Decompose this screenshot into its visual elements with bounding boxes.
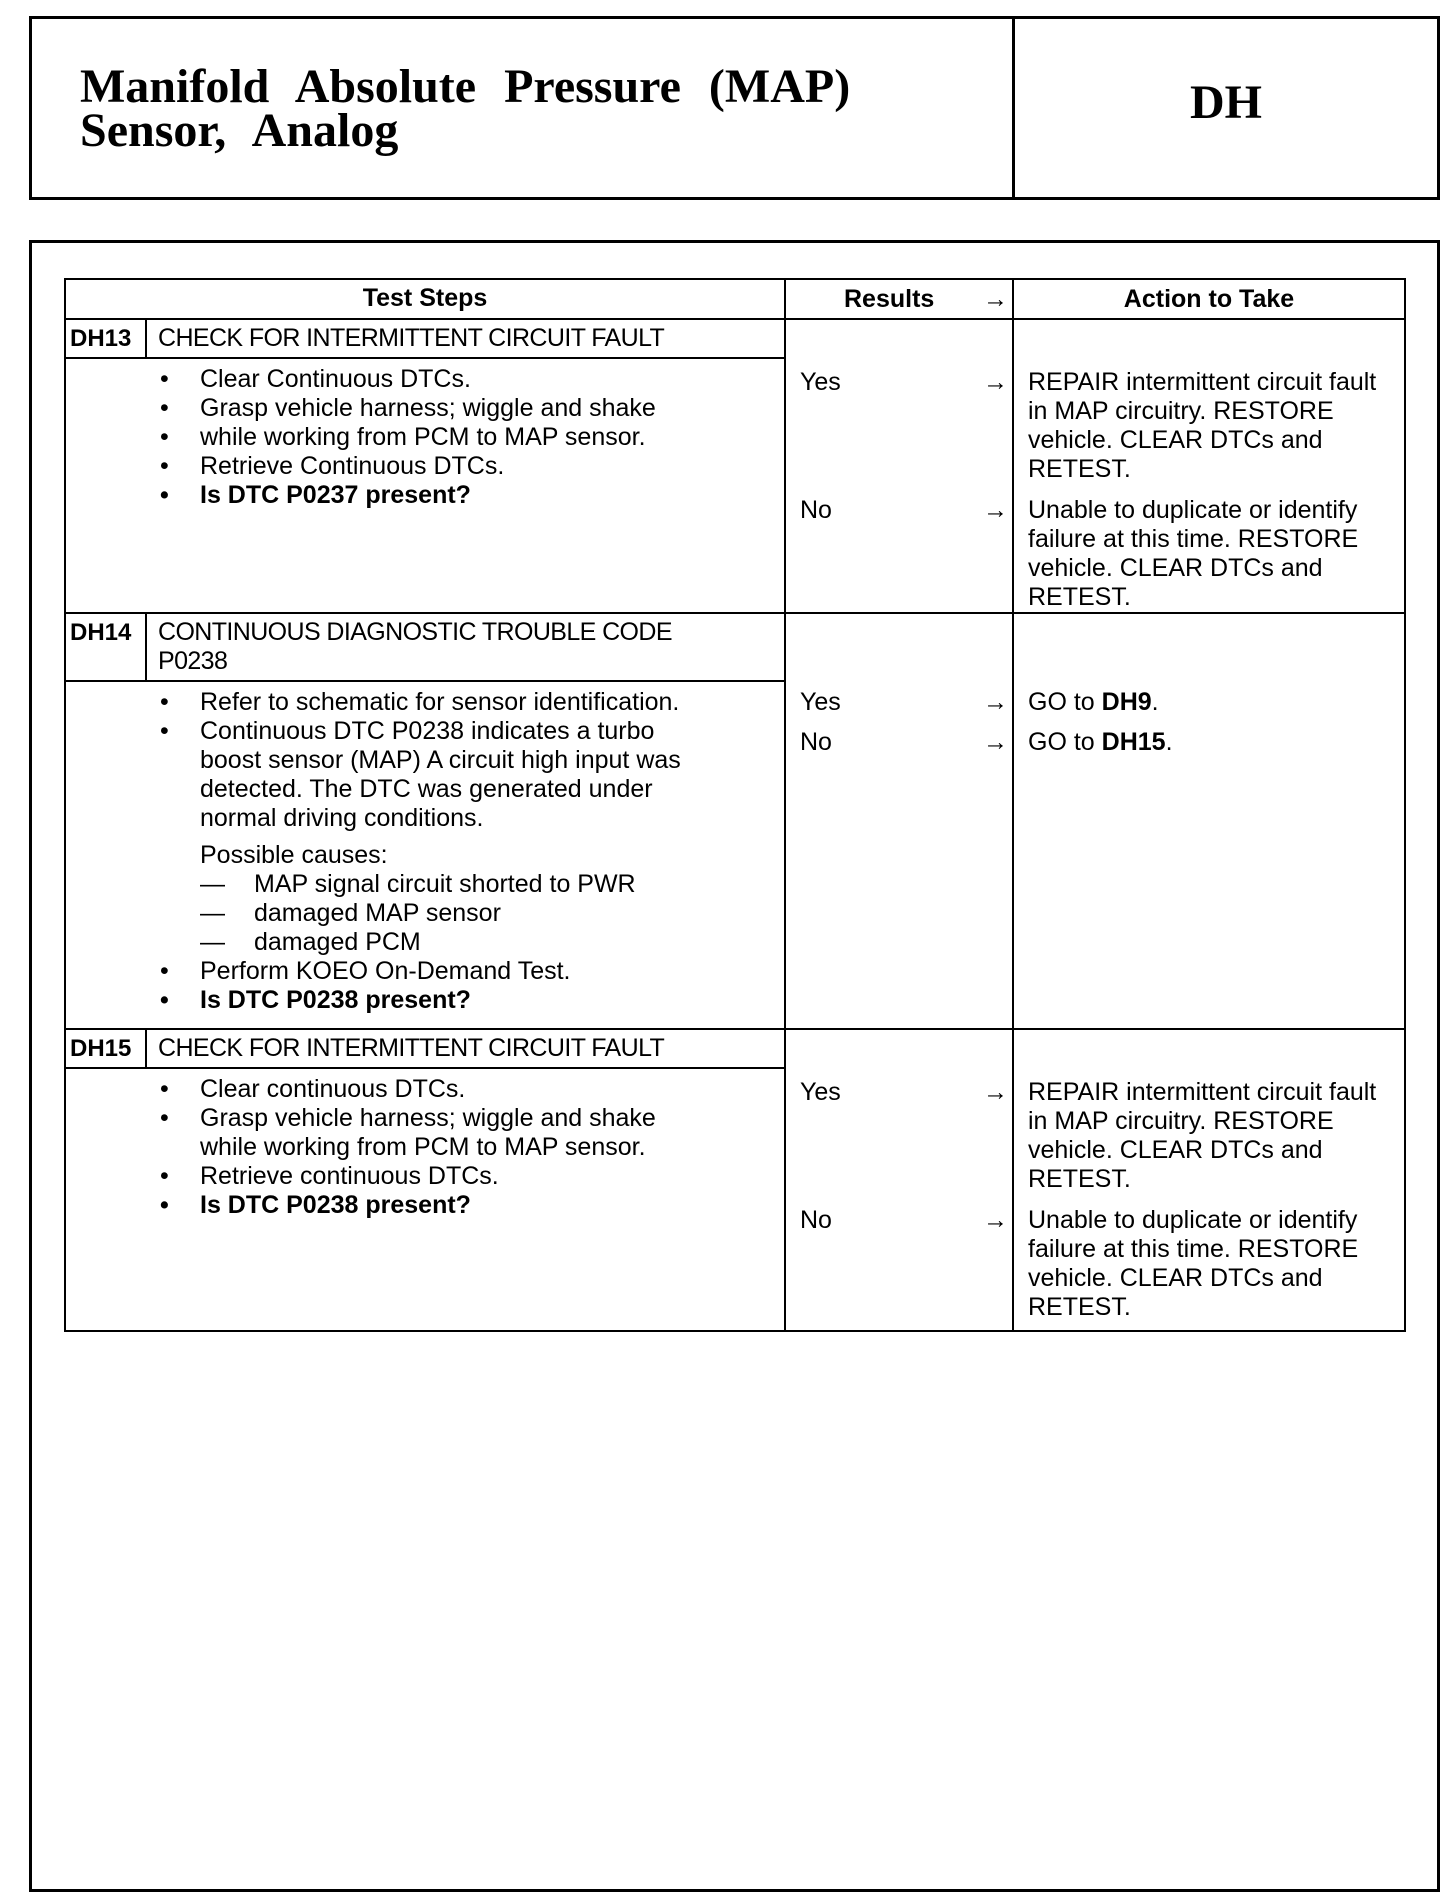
step-title: CHECK FOR INTERMITTENT CIRCUIT FAULT [158, 1034, 665, 1062]
action-line: Unable to duplicate or identify [1028, 496, 1358, 524]
list-item: • Clear Continuous DTCs. [66, 365, 784, 394]
continuation-text: normal driving conditions. [200, 804, 484, 832]
step-results [786, 1030, 1014, 1330]
action-text: GO to [1028, 728, 1095, 756]
step-title-row [66, 614, 784, 682]
action-line: RETEST. [1028, 1165, 1131, 1193]
step-instructions [66, 682, 784, 1025]
list-item: • Clear continuous DTCs. [66, 1075, 784, 1104]
question-item: • Is DTC P0238 present? [66, 986, 784, 1015]
action-line: REPAIR intermittent circuit fault [1028, 1078, 1377, 1106]
continuation-text: while working from PCM to MAP sensor. [200, 423, 646, 451]
cause-item: — damaged MAP sensor [66, 899, 784, 928]
step-detail [66, 1030, 786, 1330]
section-code: DH [1190, 75, 1262, 129]
step-detail [66, 320, 786, 612]
result-yes: Yes [800, 688, 841, 716]
arrow-icon: → [983, 1078, 1008, 1106]
step-row-dh14 [66, 614, 1404, 1030]
action-line: RETEST. [1028, 455, 1131, 483]
continuation-text: boost sensor (MAP) A circuit high input was [200, 746, 681, 774]
table-header [66, 280, 1404, 320]
action-line: vehicle. CLEAR DTCs and [1028, 554, 1323, 582]
result-yes: Yes [800, 1078, 841, 1106]
step-row-dh13 [66, 320, 1404, 614]
step-actions [1014, 1030, 1404, 1330]
continuation-text: detected. The DTC was generated under [200, 775, 653, 803]
step-title-line: CONTINUOUS DIAGNOSTIC TROUBLE CODE [158, 618, 672, 646]
goto-step-link[interactable]: DH15 [1101, 728, 1166, 756]
question-item: • Is DTC P0238 present? [66, 1191, 784, 1220]
action-line: RETEST. [1028, 1293, 1131, 1321]
action-line: Unable to duplicate or identify [1028, 1206, 1358, 1234]
header-action: Action to Take [1123, 285, 1295, 313]
step-id: DH14 [66, 614, 147, 680]
list-item: • Perform KOEO On-Demand Test. [66, 957, 784, 986]
action-punct: . [1165, 728, 1173, 756]
header-results [786, 280, 1014, 318]
action-line: in MAP circuitry. RESTORE [1028, 1107, 1334, 1135]
list-item: • Retrieve continuous DTCs. [66, 1162, 784, 1191]
list-item: • Continuous DTC P0238 indicates a turbo [66, 717, 784, 746]
action-line: failure at this time. RESTORE [1028, 525, 1359, 553]
action-yes [1028, 688, 1402, 717]
cause-item: — damaged PCM [66, 928, 784, 957]
step-detail [66, 614, 786, 1028]
action-line: vehicle. CLEAR DTCs and [1028, 426, 1323, 454]
step-id: DH13 [66, 320, 147, 357]
arrow-icon: → [983, 1206, 1008, 1234]
step-title-row [66, 320, 784, 359]
result-no: No [800, 1206, 832, 1234]
step-instructions [66, 1069, 784, 1230]
result-no: No [800, 496, 832, 524]
title-line-1: Manifold Absolute Pressure (MAP) [80, 60, 851, 113]
arrow-icon: → [983, 728, 1008, 756]
page-header [29, 16, 1440, 200]
action-line: vehicle. CLEAR DTCs and [1028, 1264, 1323, 1292]
result-yes: Yes [800, 368, 841, 396]
step-results [786, 614, 1014, 1028]
page-title [32, 19, 1015, 197]
action-no [1028, 1206, 1402, 1322]
action-yes [1028, 1078, 1402, 1194]
cause-item: — MAP signal circuit shorted to PWR [66, 870, 784, 899]
step-actions [1014, 320, 1404, 612]
list-item: • Refer to schematic for sensor identification. [66, 688, 784, 717]
result-no: No [800, 728, 832, 756]
header-results-label: Results [844, 285, 935, 313]
step-results [786, 320, 1014, 612]
question-item: • Is DTC P0237 present? [66, 481, 784, 510]
possible-causes-label: Possible causes: [200, 841, 388, 869]
action-line: REPAIR intermittent circuit fault [1028, 368, 1377, 396]
list-item-continuation [66, 423, 784, 452]
continuation-text: while working from PCM to MAP sensor. [200, 1133, 646, 1161]
step-instructions [66, 359, 784, 520]
action-line: failure at this time. RESTORE [1028, 1235, 1359, 1263]
list-item: • Retrieve Continuous DTCs. [66, 452, 784, 481]
action-line: vehicle. CLEAR DTCs and [1028, 1136, 1323, 1164]
action-no [1028, 496, 1402, 612]
arrow-icon: → [983, 496, 1008, 524]
title-line-2: Sensor, Analog [80, 104, 399, 157]
step-title-line: P0238 [158, 647, 228, 675]
header-arrow-icon: → [983, 285, 1008, 313]
arrow-icon: → [983, 688, 1008, 716]
step-row-dh15 [66, 1030, 1404, 1330]
step-title: CHECK FOR INTERMITTENT CIRCUIT FAULT [158, 324, 665, 352]
action-line: RETEST. [1028, 583, 1131, 611]
step-actions [1014, 614, 1404, 1028]
content-frame [29, 240, 1440, 1892]
goto-step-link[interactable]: DH9 [1101, 688, 1152, 716]
action-line: in MAP circuitry. RESTORE [1028, 397, 1334, 425]
action-yes [1028, 368, 1402, 484]
test-steps-table [64, 278, 1406, 1332]
action-no [1028, 728, 1402, 757]
header-test-steps: Test Steps [66, 280, 786, 318]
action-punct: . [1151, 688, 1159, 716]
action-text: GO to [1028, 688, 1095, 716]
arrow-icon: → [983, 368, 1008, 396]
list-item: • Grasp vehicle harness; wiggle and shake [66, 1104, 784, 1133]
list-item: • Grasp vehicle harness; wiggle and shake [66, 394, 784, 423]
step-title [147, 614, 784, 680]
step-id: DH15 [66, 1030, 147, 1067]
step-title-row [66, 1030, 784, 1069]
